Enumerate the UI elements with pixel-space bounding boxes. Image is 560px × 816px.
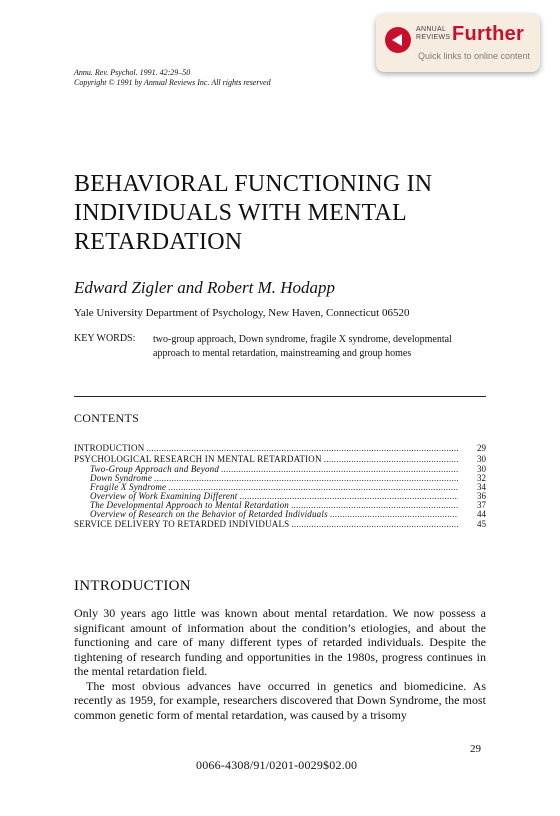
further-badge[interactable] <box>376 14 540 72</box>
page-number: 29 <box>470 743 481 755</box>
badge-further-label: Further <box>452 23 525 45</box>
body-paragraph: The most obvious advances have occurred in genetics and biomedicine. As recently as 1959, for example, researchers discovered that Down Syndrome, the most common genetic form of mental retardation, was caused by a trisomy <box>74 678 486 722</box>
copyright-notice: Copyright © 1991 by Annual Reviews Inc. All rights reserved <box>74 78 271 87</box>
toc-entry-label: Overview of Work Examining Different <box>90 491 238 501</box>
toc-leader-dots <box>324 454 458 465</box>
title-line: BEHAVIORAL FUNCTIONING IN <box>74 171 433 197</box>
toc-entry-page: 30 <box>477 464 486 474</box>
toc-entry-label: Two-Group Approach and Beyond <box>90 464 220 474</box>
title-line: INDIVIDUALS WITH MENTAL <box>74 200 407 226</box>
toc-leader-dots <box>154 474 458 483</box>
toc-entry-label: INTRODUCTION <box>74 443 145 453</box>
toc-entry-page: 30 <box>477 454 486 464</box>
badge-brand <box>416 26 450 42</box>
toc-entry[interactable] <box>74 510 486 519</box>
toc-entry-page: 37 <box>477 500 486 510</box>
toc-entry[interactable] <box>74 443 486 454</box>
affiliation: Yale University Department of Psychology, New Haven, Connecticut 06520 <box>74 307 410 319</box>
title-line: RETARDATION <box>74 229 243 255</box>
toc-entry-page: 29 <box>477 443 486 453</box>
toc-entry-label: The Developmental Approach to Mental Retardation <box>90 500 289 510</box>
badge-subtitle: Quick links to online content <box>418 51 531 61</box>
contents-heading: CONTENTS <box>74 411 140 425</box>
introduction-heading: INTRODUCTION <box>74 578 191 594</box>
annual-reviews-logo-icon <box>385 27 411 53</box>
toc-entry-label: Down Syndrome <box>90 473 153 483</box>
article-title <box>74 170 494 257</box>
toc-entry-page: 32 <box>477 473 486 483</box>
table-of-contents <box>74 443 486 530</box>
article-code: 0066-4308/91/0201-0029$02.00 <box>196 758 358 772</box>
toc-entry-page: 44 <box>477 509 486 519</box>
body-paragraph: Only 30 years ago little was known about mental retardation. We now possess a significant amount of information about the condition’s etiologies, and about the functioning and care of many different types of retarded individuals. Despite the tightening of research funding and opportunities in the 1980s, progress continues in the mental retardation field. <box>74 606 486 678</box>
toc-entry-label: Fragile X Syndrome <box>90 482 167 492</box>
toc-entry[interactable] <box>74 519 486 530</box>
keywords-text: two-group approach, Down syndrome, fragile X syndrome, developmental approach to mental retardation, mainstreaming and group homes <box>153 334 452 359</box>
introduction-body <box>74 606 486 722</box>
journal-citation: Annu. Rev. Psychol. 1991. 42:29–50 <box>74 68 191 77</box>
toc-leader-dots <box>291 519 458 530</box>
toc-leader-dots <box>330 510 458 519</box>
journal-header <box>74 68 271 88</box>
toc-leader-dots <box>146 443 458 454</box>
divider <box>74 396 486 397</box>
authors: Edward Zigler and Robert M. Hodapp <box>74 278 335 297</box>
toc-entry-label: SERVICE DELIVERY TO RETARDED INDIVIDUALS <box>74 519 290 529</box>
toc-entry-label: Overview of Research on the Behavior of Retarded Individuals <box>90 509 328 519</box>
toc-entry-page: 45 <box>477 519 486 529</box>
badge-brand-line2: REVIEWS <box>416 34 451 41</box>
toc-entry-page: 36 <box>477 491 486 501</box>
toc-entry-label: PSYCHOLOGICAL RESEARCH IN MENTAL RETARDATION <box>74 454 322 464</box>
keywords-label: KEY WORDS: <box>74 333 136 344</box>
toc-entry-page: 34 <box>477 482 486 492</box>
toc-leader-dots <box>221 465 458 474</box>
badge-brand-line1: ANNUAL <box>416 26 447 33</box>
